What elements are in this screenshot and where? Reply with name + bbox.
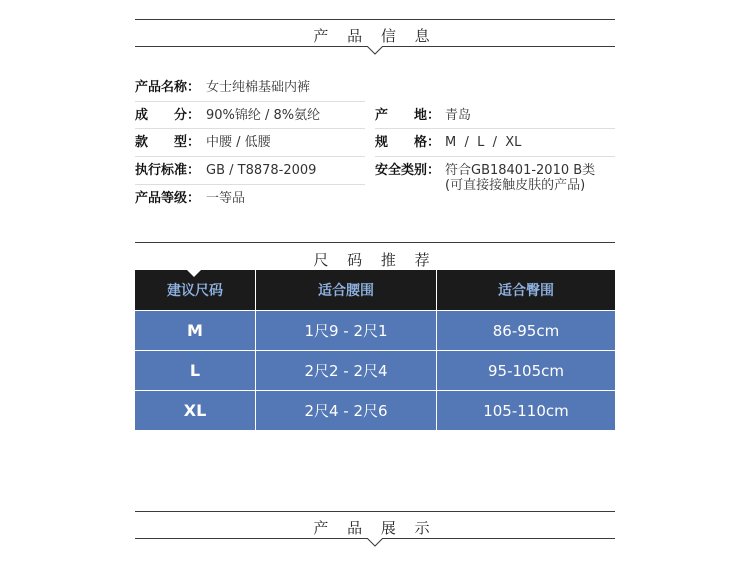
- spec-value: M / L / XL: [445, 135, 522, 150]
- standard-label: 执行标准：: [135, 163, 201, 178]
- section-top-rule: [135, 19, 615, 20]
- waist-cell: 1尺9 - 2尺1: [256, 311, 437, 351]
- table-row: [135, 311, 615, 351]
- header-hip: 适合臀围: [437, 270, 616, 311]
- info-row-grade: [135, 190, 615, 214]
- divider: [135, 128, 365, 129]
- standard-value: GB / T8878-2009: [206, 163, 317, 178]
- info-row-style: [135, 134, 615, 158]
- size-recommendation-title: 尺 码 推 荐: [313, 251, 437, 269]
- table-row: [135, 351, 615, 391]
- grade-label: 产品等级：: [135, 191, 201, 206]
- hip-cell: 95-105cm: [437, 351, 616, 391]
- divider: [135, 101, 365, 102]
- down-notch-icon: [187, 270, 201, 278]
- size-cell: XL: [135, 391, 256, 431]
- hip-cell: 105-110cm: [437, 391, 616, 431]
- origin-value: 青岛: [445, 108, 472, 123]
- header-waist: 适合腰围: [256, 270, 437, 311]
- divider: [135, 156, 365, 157]
- grade-value: 一等品: [206, 191, 246, 206]
- waist-cell: 2尺4 - 2尺6: [256, 391, 437, 431]
- down-notch-icon: [367, 538, 383, 547]
- safety-value-line1: 符合GB18401-2010 B类: [445, 163, 596, 178]
- size-cell: L: [135, 351, 256, 391]
- composition-value: 90%锦纶 / 8%氨纶: [206, 108, 321, 123]
- table-row: [135, 391, 615, 431]
- section-top-rule: [135, 511, 615, 512]
- info-row-name: [135, 79, 615, 103]
- hip-cell: 86-95cm: [437, 311, 616, 351]
- origin-label: 产 地：: [375, 108, 441, 123]
- down-notch-icon: [367, 46, 383, 55]
- size-table: [135, 270, 615, 430]
- composition-label: 成 分：: [135, 108, 201, 123]
- name-value: 女士纯棉基础内裤: [206, 80, 311, 95]
- section-top-rule: [135, 242, 615, 243]
- style-value: 中腰 / 低腰: [206, 135, 271, 150]
- waist-cell: 2尺2 - 2尺4: [256, 351, 437, 391]
- product-display-title: 产 品 展 示: [313, 519, 437, 537]
- header-size: 建议尺码: [135, 270, 256, 311]
- divider: [375, 156, 615, 157]
- safety-label: 安全类别：: [375, 163, 441, 178]
- style-label: 款 型：: [135, 135, 201, 150]
- divider: [135, 184, 365, 185]
- safety-value-line2: (可直接接触皮肤的产品): [445, 178, 586, 193]
- spec-label: 规 格：: [375, 135, 441, 150]
- product-info-title: 产 品 信 息: [313, 27, 437, 45]
- size-table-header: [135, 270, 615, 311]
- size-cell: M: [135, 311, 256, 351]
- divider: [375, 128, 615, 129]
- name-label: 产品名称：: [135, 80, 201, 95]
